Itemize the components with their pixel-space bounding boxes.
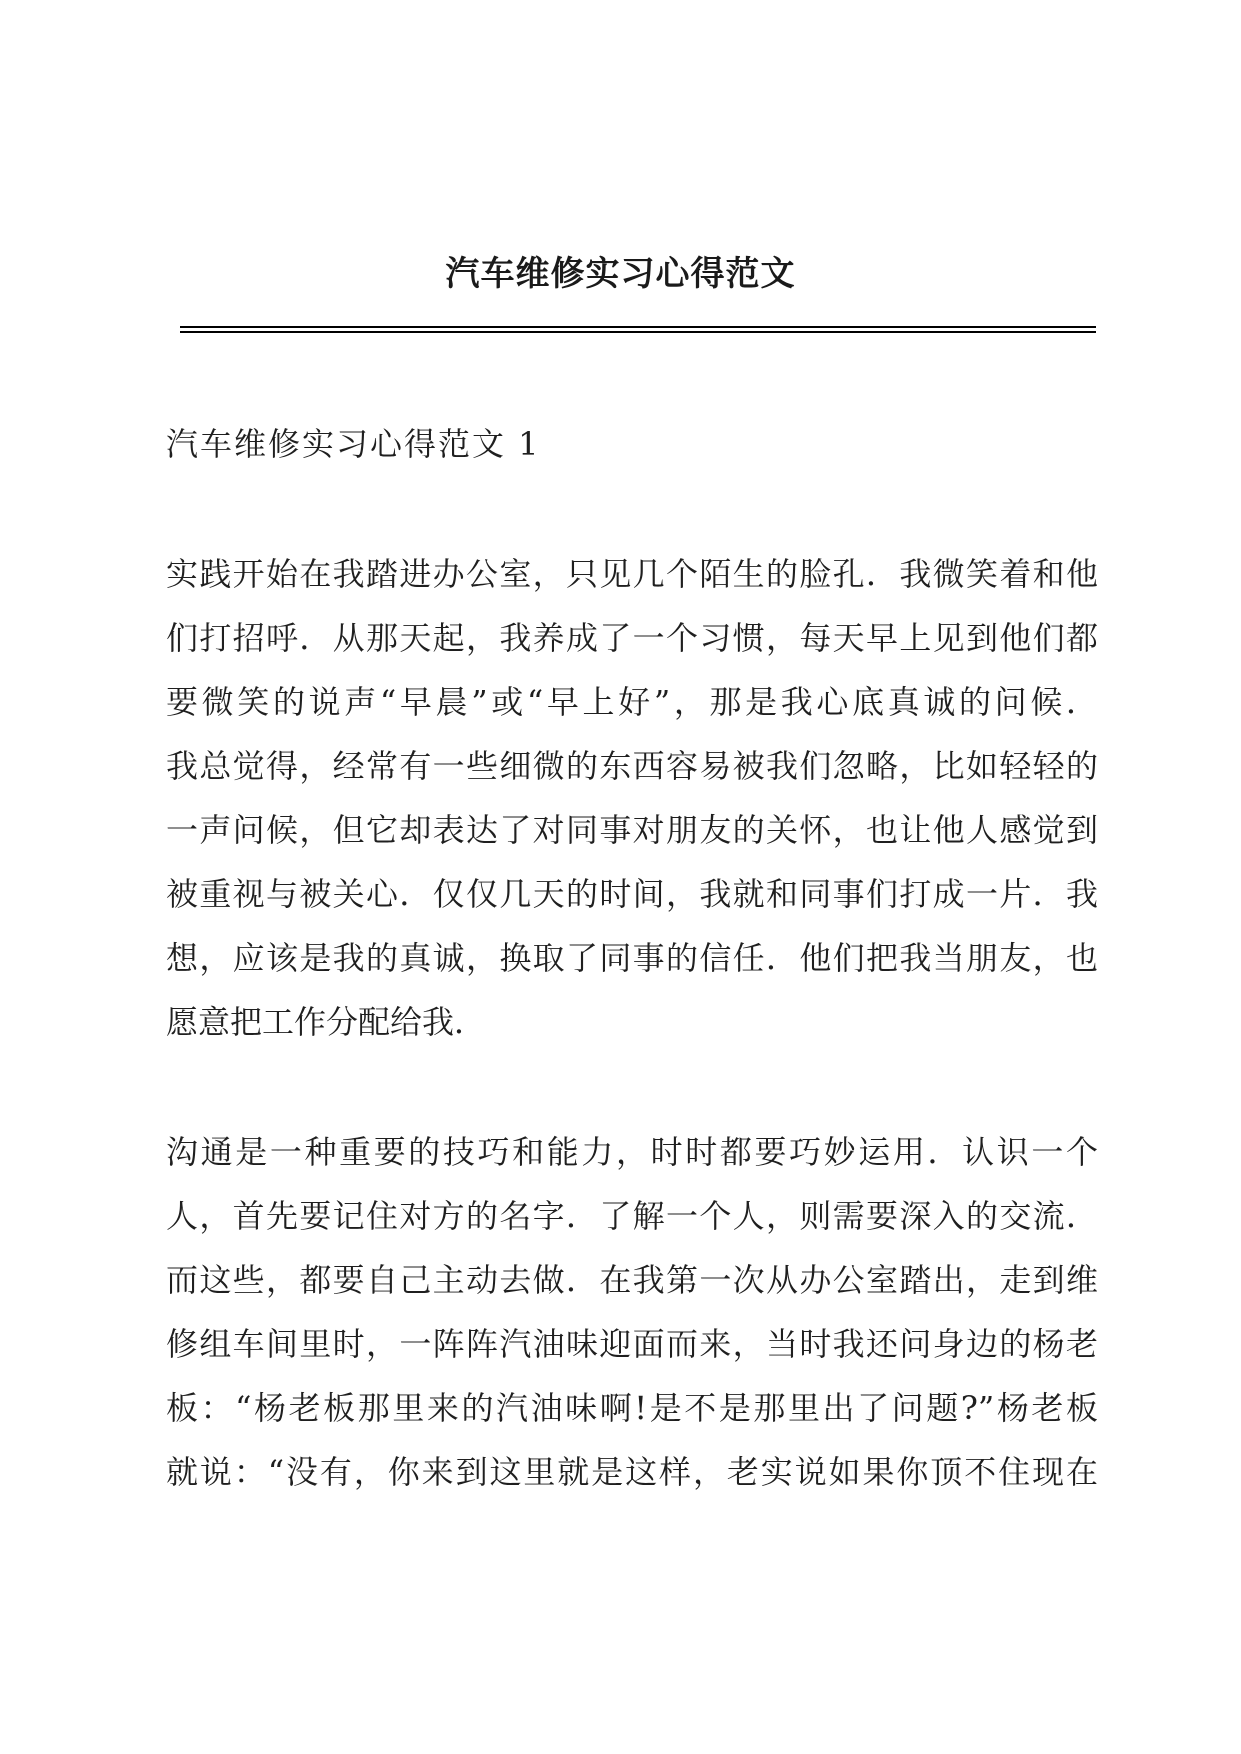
paragraph-line: 愿意把工作分配给我． (166, 1003, 487, 1041)
paragraph-line: 们打招呼．从那天起，我养成了一个习惯，每天早上见到他们都 (166, 619, 1098, 657)
paragraph-line: 被重视与被关心．仅仅几天的时间，我就和同事们打成一片．我 (166, 875, 1098, 913)
paragraph-line: 板：“杨老板那里来的汽油味啊!是不是那里出了问题?”杨老板 (166, 1389, 1098, 1427)
paragraph-line: 实践开始在我踏进办公室，只见几个陌生的脸孔．我微笑着和他 (166, 555, 1098, 593)
paragraph-line: 一声问候，但它却表达了对同事对朋友的关怀，也让他人感觉到 (166, 811, 1098, 849)
paragraph-line: 就说：“没有，你来到这里就是这样，老实说如果你顶不住现在 (166, 1453, 1098, 1491)
title-underline-secondary (180, 331, 1096, 333)
paragraph-line: 人，首先要记住对方的名字．了解一个人，则需要深入的交流． (166, 1197, 1098, 1235)
paragraph-line: 我总觉得，经常有一些细微的东西容易被我们忽略，比如轻轻的 (166, 747, 1098, 785)
section-heading: 汽车维修实习心得范文 1 (166, 425, 541, 463)
paragraph-2 (166, 1120, 1098, 1504)
title-underline (180, 326, 1096, 328)
paragraph-line: 而这些，都要自己主动去做．在我第一次从办公室踏出，走到维 (166, 1261, 1098, 1299)
paragraph-line: 修组车间里时，一阵阵汽油味迎面而来，当时我还问身边的杨老 (166, 1325, 1098, 1363)
paragraph-1 (166, 542, 1098, 1054)
paragraph-line: 想，应该是我的真诚，换取了同事的信任．他们把我当朋友，也 (166, 939, 1098, 977)
document-title: 汽车维修实习心得范文 (445, 254, 796, 294)
paragraph-line: 要微笑的说声“早晨”或“早上好”，那是我心底真诚的问候． (166, 683, 1098, 721)
paragraph-line: 沟通是一种重要的技巧和能力，时时都要巧妙运用．认识一个 (166, 1133, 1098, 1171)
